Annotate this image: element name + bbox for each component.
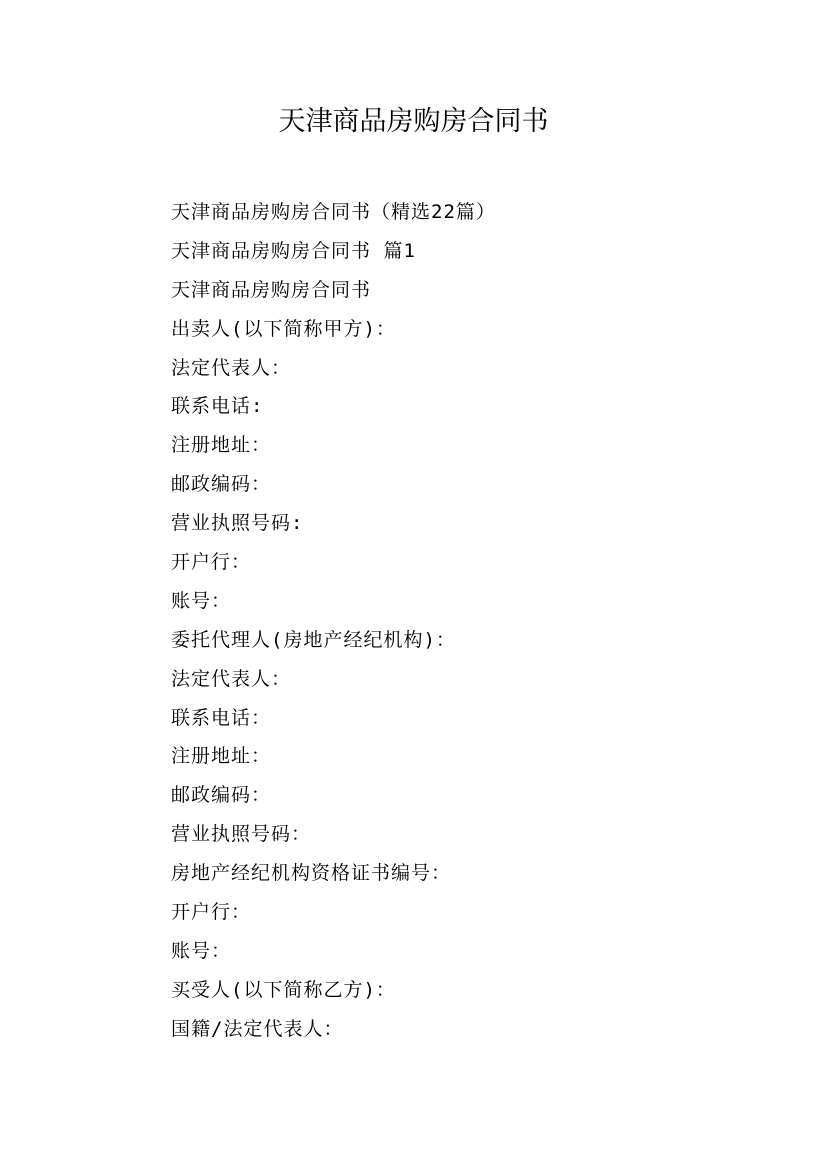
body-line: 邮政编码： <box>171 473 272 496</box>
document-title: 天津商品房购房合同书 <box>278 106 549 137</box>
body-line: 买受人(以下简称乙方)： <box>171 978 396 1001</box>
body-line: 天津商品房购房合同书 <box>171 278 372 301</box>
body-line: 注册地址： <box>171 745 272 768</box>
body-line: 账号： <box>171 939 232 962</box>
body-line: 天津商品房购房合同书 篇1 <box>171 239 416 262</box>
body-line: 天津商品房购房合同书（精选22篇） <box>171 201 496 223</box>
document-body <box>171 193 496 1049</box>
body-line: 邮政编码： <box>171 784 272 807</box>
body-line: 国籍/法定代表人： <box>171 1017 344 1040</box>
body-line: 开户行： <box>171 551 252 574</box>
body-line: 法定代表人： <box>171 356 292 379</box>
body-line: 出卖人(以下简称甲方)： <box>171 317 396 340</box>
body-line: 注册地址： <box>171 434 272 457</box>
body-line: 营业执照号码: <box>171 512 304 535</box>
body-line: 联系电话: <box>171 395 264 418</box>
body-line: 开户行： <box>171 901 252 924</box>
body-line: 账号： <box>171 589 232 612</box>
body-line: 法定代表人： <box>171 667 292 690</box>
body-line: 委托代理人(房地产经纪机构)： <box>171 628 456 651</box>
body-line: 房地产经纪机构资格证书编号： <box>171 862 452 885</box>
body-line: 营业执照号码： <box>171 823 312 846</box>
body-line: 联系电话： <box>171 706 272 729</box>
